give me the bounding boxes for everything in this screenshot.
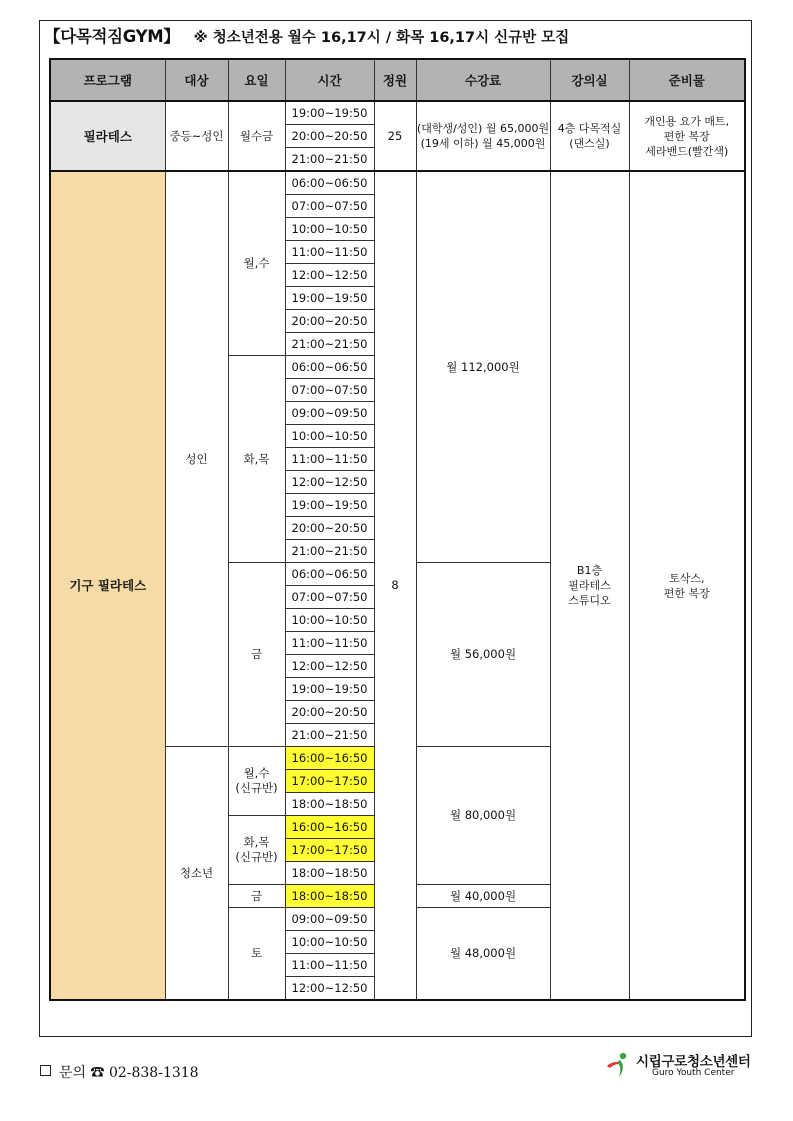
table-row [50, 171, 745, 195]
days-line: 월,수 [243, 766, 270, 780]
time-cell: 12:00~12:50 [285, 655, 374, 678]
time-cell: 07:00~07:50 [285, 586, 374, 609]
fee-line: (19세 이하) 월 45,000원 [420, 137, 546, 150]
time-cell: 06:00~06:50 [285, 356, 374, 379]
target-cell: 청소년 [165, 747, 228, 1001]
days-line: (신규반) [235, 850, 278, 864]
room-line: 4층 다목적실 [557, 122, 622, 135]
days-cell [228, 747, 285, 816]
room-cell [550, 171, 629, 1000]
room-line: 필라테스 [568, 579, 611, 592]
time-cell: 21:00~21:50 [285, 540, 374, 563]
org-name: 시립구로청소년센터 [636, 1054, 751, 1070]
days-cell: 금 [228, 563, 285, 747]
header-capacity: 정원 [374, 59, 416, 101]
time-cell: 11:00~11:50 [285, 954, 374, 977]
header-supplies: 준비물 [629, 59, 745, 101]
fee-cell: 월 112,000원 [416, 171, 550, 563]
time-cell: 10:00~10:50 [285, 609, 374, 632]
header-time: 시간 [285, 59, 374, 101]
contact-info [40, 1062, 199, 1082]
time-cell: 06:00~06:50 [285, 563, 374, 586]
days-cell: 월,수 [228, 171, 285, 356]
room-cell [550, 101, 629, 171]
program-gigu-pilates: 기구 필라테스 [50, 171, 165, 1000]
time-cell: 10:00~10:50 [285, 218, 374, 241]
time-cell-highlight: 16:00~16:50 [285, 747, 374, 770]
days-cell: 화,목 [228, 356, 285, 563]
time-cell: 20:00~20:50 [285, 125, 374, 148]
days-line: 화,목 [243, 835, 270, 849]
time-cell: 11:00~11:50 [285, 241, 374, 264]
time-cell: 09:00~09:50 [285, 908, 374, 931]
supplies-line: 편한 복장 [663, 129, 710, 143]
org-name-english: Guro Youth Center [652, 1068, 735, 1078]
page-title [44, 24, 569, 50]
time-cell: 21:00~21:50 [285, 148, 374, 172]
time-cell: 11:00~11:50 [285, 448, 374, 471]
time-cell: 12:00~12:50 [285, 471, 374, 494]
time-cell: 10:00~10:50 [285, 425, 374, 448]
days-cell: 토 [228, 908, 285, 1001]
org-logo [604, 1049, 754, 1083]
days-cell: 월수금 [228, 101, 285, 171]
header-program: 프로그램 [50, 59, 165, 101]
days-cell: 금 [228, 885, 285, 908]
time-cell: 12:00~12:50 [285, 977, 374, 1001]
schedule-table [49, 58, 746, 1001]
logo-mark-icon [604, 1051, 632, 1079]
supplies-line: 편한 복장 [663, 586, 710, 600]
table-row [50, 101, 745, 125]
time-cell: 20:00~20:50 [285, 517, 374, 540]
supplies-cell [629, 101, 745, 171]
header-target: 대상 [165, 59, 228, 101]
capacity-cell: 25 [374, 101, 416, 171]
time-cell: 21:00~21:50 [285, 333, 374, 356]
fee-cell: 월 80,000원 [416, 747, 550, 885]
time-cell: 06:00~06:50 [285, 171, 374, 195]
program-pilates: 필라테스 [50, 101, 165, 171]
supplies-cell [629, 171, 745, 1000]
title-note: ※ 청소년전용 월수 16,17시 / 화목 16,17시 신규반 모집 [193, 30, 570, 46]
time-cell: 19:00~19:50 [285, 287, 374, 310]
title-main: 【다목적짐GYM】 [44, 27, 180, 46]
time-cell: 07:00~07:50 [285, 379, 374, 402]
time-cell: 19:00~19:50 [285, 101, 374, 125]
time-cell: 18:00~18:50 [285, 862, 374, 885]
fee-line: (대학생/성인) 월 65,000원 [416, 122, 550, 135]
contact-text: 문의 ☎ 02-838-1318 [59, 1065, 199, 1081]
header-room: 강의실 [550, 59, 629, 101]
checkbox-bullet-icon [40, 1065, 51, 1076]
fee-cell [416, 101, 550, 171]
capacity-cell: 8 [374, 171, 416, 1000]
days-cell [228, 816, 285, 885]
target-cell: 성인 [165, 171, 228, 747]
days-line: (신규반) [235, 781, 278, 795]
time-cell: 10:00~10:50 [285, 931, 374, 954]
time-cell: 21:00~21:50 [285, 724, 374, 747]
time-cell-highlight: 17:00~17:50 [285, 839, 374, 862]
time-cell: 20:00~20:50 [285, 701, 374, 724]
target-cell: 중등~성인 [165, 101, 228, 171]
room-line: B1층 [576, 564, 603, 577]
header-fee: 수강료 [416, 59, 550, 101]
supplies-line: 개인용 요가 매트, [644, 114, 730, 128]
supplies-line: 토삭스, [669, 571, 705, 585]
time-cell-highlight: 17:00~17:50 [285, 770, 374, 793]
time-cell: 09:00~09:50 [285, 402, 374, 425]
time-cell: 19:00~19:50 [285, 494, 374, 517]
time-cell-highlight: 16:00~16:50 [285, 816, 374, 839]
room-line: 스튜디오 [568, 594, 611, 607]
time-cell: 07:00~07:50 [285, 195, 374, 218]
time-cell: 20:00~20:50 [285, 310, 374, 333]
fee-cell: 월 56,000원 [416, 563, 550, 747]
header-row [50, 59, 745, 101]
time-cell: 12:00~12:50 [285, 264, 374, 287]
time-cell: 11:00~11:50 [285, 632, 374, 655]
time-cell-highlight: 18:00~18:50 [285, 885, 374, 908]
room-line: (댄스실) [569, 137, 610, 150]
time-cell: 18:00~18:50 [285, 793, 374, 816]
supplies-line: 세라밴드(빨간색) [645, 144, 729, 158]
fee-cell: 월 48,000원 [416, 908, 550, 1001]
time-cell: 19:00~19:50 [285, 678, 374, 701]
fee-cell: 월 40,000원 [416, 885, 550, 908]
header-days: 요일 [228, 59, 285, 101]
